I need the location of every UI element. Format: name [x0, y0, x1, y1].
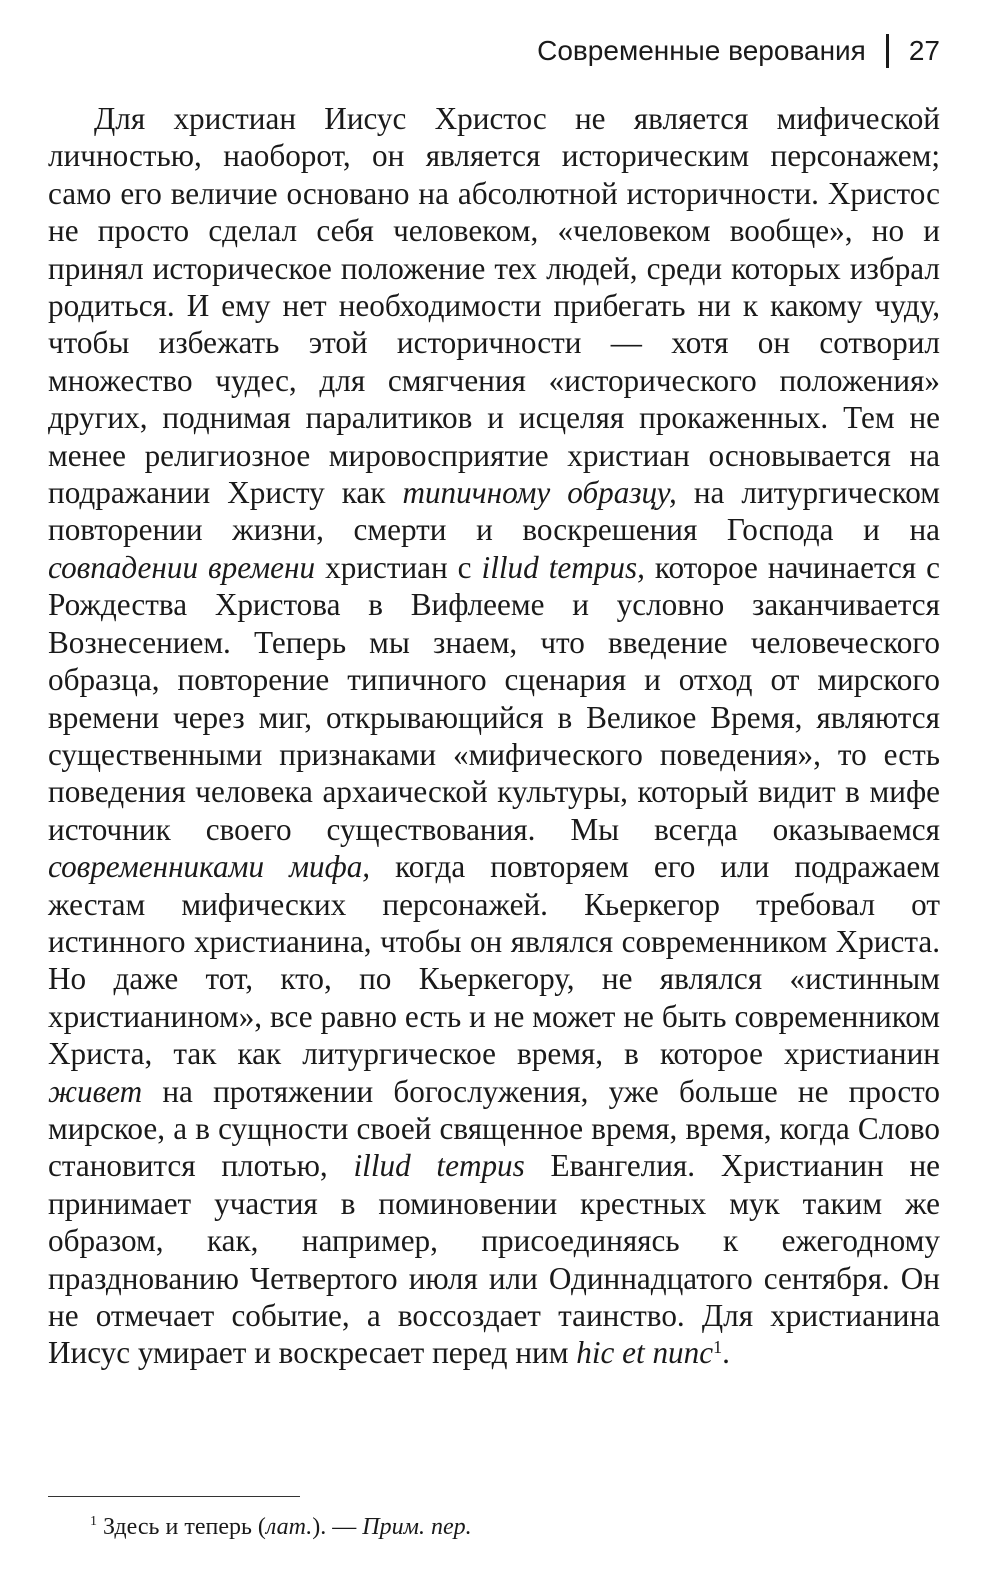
- italic-run: illud tempus,: [481, 549, 645, 585]
- text-run: Евангелия. Христианин не принимает участия в поминовении крестных мук таким же образом, как, например, присоединяясь к ежегодному празднованию Четвертого июля или Одиннадцатого сентября. Он не отмечает событие, а воссоздает таинство. Для христианина Иисус умирает и воскресает перед ним: [48, 1148, 940, 1371]
- italic-run: illud tempus: [353, 1148, 525, 1184]
- italic-run: hic et nunc: [576, 1335, 714, 1371]
- running-head: [0, 28, 940, 74]
- italic-run: живет: [48, 1073, 143, 1109]
- text-run: христиан с: [315, 549, 482, 585]
- footnote-text: Здесь и теперь (: [103, 1514, 266, 1540]
- text-run: на литургическом повторении жизни, смерти и воскрешения Господа и на: [48, 475, 940, 548]
- footnote-divider: [48, 1496, 300, 1497]
- footnote: [90, 1512, 472, 1542]
- footnote-lang: лат.: [265, 1514, 313, 1540]
- footnote-reference[interactable]: 1: [713, 1337, 723, 1358]
- main-text: [48, 100, 940, 1372]
- italic-run: современниками мифа,: [48, 849, 371, 885]
- italic-run: типичному образцу,: [402, 475, 677, 511]
- footnote-text: ). —: [312, 1514, 363, 1540]
- paragraph: [48, 100, 940, 1372]
- text-run: Для христиан Иисус Христос не является мифической личностью, наоборот, он является историческим персонажем; само его величие основано на абсолютной историчности. Христос не просто сделал себя человеком, «человеком вообще», но и принял историческое положение тех людей, среди которых избрал родиться. И ему нет необходимости прибегать ни к какому чуду, чтобы избежать этой историчности — хотя он сотворил множество чудес, для смягчения «исторического положения» других, поднимая паралитиков и исцеляя прокаженных. Тем не менее религиозное мировосприятие христиан основывается на подражании Христу как: [48, 101, 940, 511]
- text-run: когда повторяем его или подражаем жестам мифических персонажей. Кьеркегор требовал от истинного христианина, чтобы он являлся современником Христа. Но даже тот, кто, по Кьеркегору, не являлся «истинным христианином», все равно есть и не может не быть современником Христа, так как литургическое время, в которое христианин: [48, 849, 940, 1072]
- italic-run: совпадении времени: [48, 549, 316, 585]
- footnote-marker: 1: [90, 1514, 97, 1529]
- running-head-title: Современные верования: [537, 35, 866, 66]
- text-run: на протяжении богослужения, уже больше не просто мирское, а в сущности своей священное время, время, когда Слово становится плотью,: [48, 1073, 940, 1184]
- page-number: 27: [908, 35, 940, 66]
- footnote-note: Прим. пер.: [362, 1514, 472, 1540]
- text-run: .: [722, 1335, 730, 1371]
- text-run: которое начинается с Рождества Христова в Вифлееме и условно заканчивается Вознесением. Теперь мы знаем, что введение человеческого образца, повторение типичного сценария и отход от мирского времени через миг, открывающийся в Великое Время, являются существенными признаками «мифического поведения», то есть поведения человека архаической культуры, который видит в мифе источник своего существования. Мы всегда оказываемся: [48, 549, 940, 847]
- running-head-separator: [886, 34, 889, 68]
